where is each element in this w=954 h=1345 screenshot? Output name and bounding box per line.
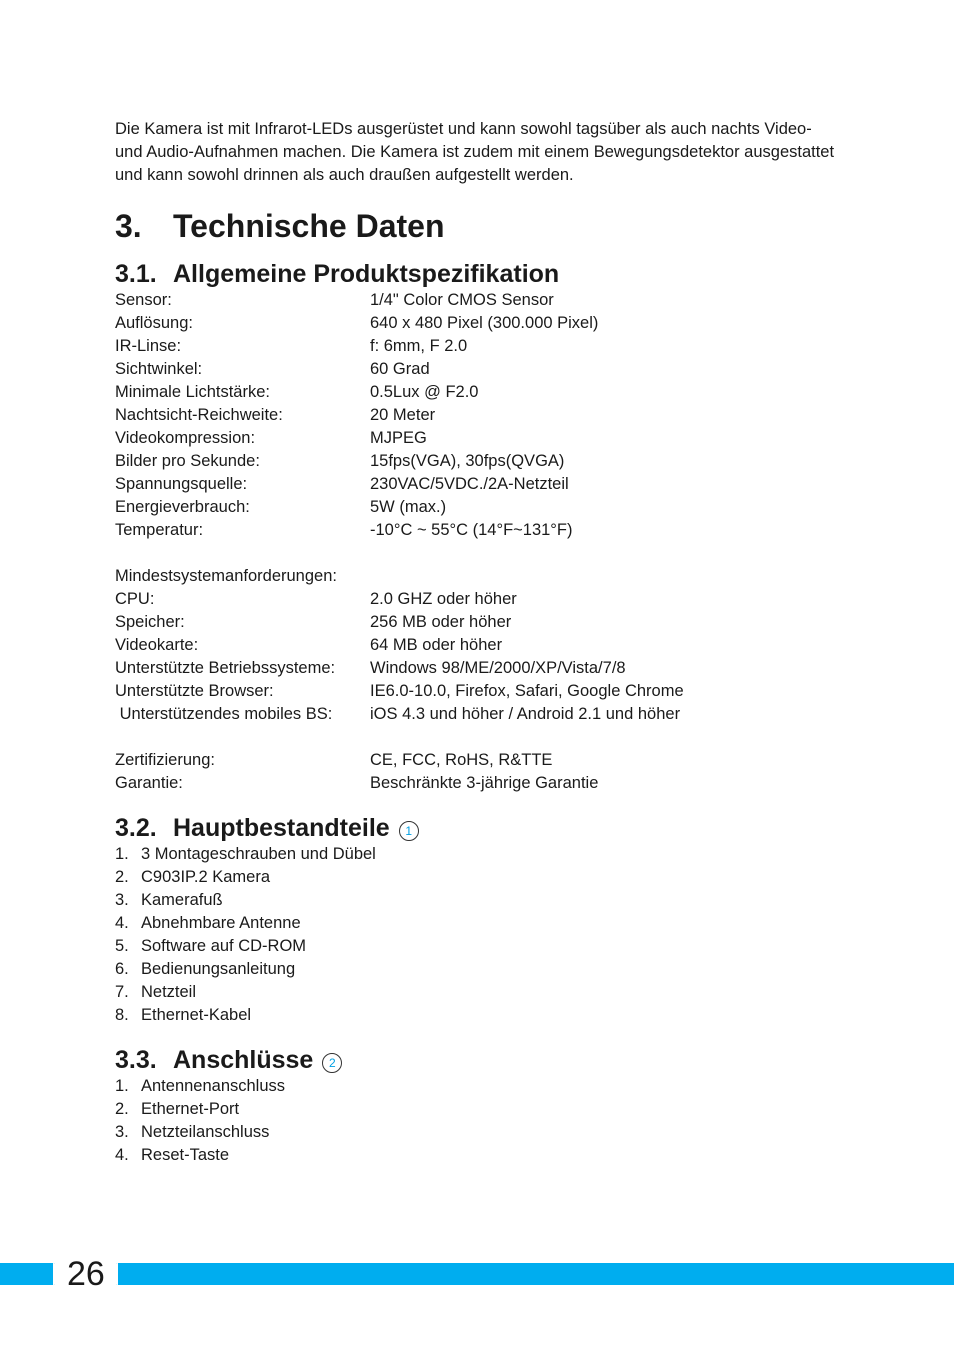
parts-heading bbox=[115, 813, 835, 843]
list-item-text: Bedienungsanleitung bbox=[141, 960, 296, 978]
spec-value: 60 Grad bbox=[370, 360, 430, 378]
spec-value: IE6.0-10.0, Firefox, Safari, Google Chrome bbox=[370, 682, 684, 700]
spec-row bbox=[115, 381, 835, 404]
spec-number: 3.1. bbox=[115, 260, 157, 288]
spec-title: Allgemeine Produktspezifikation bbox=[173, 260, 560, 288]
ports-heading bbox=[115, 1045, 835, 1075]
spec-label: Videokarte: bbox=[115, 636, 199, 654]
list-item-text: Kamerafuß bbox=[141, 891, 223, 909]
spec-heading bbox=[115, 259, 835, 289]
list-item-number: 2. bbox=[115, 868, 129, 886]
list-item-number: 3. bbox=[115, 1123, 129, 1141]
footer-bracket-right bbox=[110, 1263, 118, 1285]
spec-label: Spannungsquelle: bbox=[115, 475, 248, 493]
list-item bbox=[115, 1004, 835, 1027]
spec-row bbox=[115, 657, 835, 680]
intro-paragraph: Die Kamera ist mit Infrarot-LEDs ausgerüstet und kann sowohl tagsüber als auch nachts Video- und Audio-Aufnahmen machen. Die Kamera ist zudem mit einem Bewegungsdetektor ausgestattet und kann sowohl drinnen als auch draußen aufgestellt werden. bbox=[115, 120, 835, 184]
list-item bbox=[115, 1075, 835, 1098]
list-item-text: 3 Montageschrauben und Dübel bbox=[141, 845, 376, 863]
spec-label: Bilder pro Sekunde: bbox=[115, 452, 260, 470]
section-title: Technische Daten bbox=[173, 208, 445, 244]
spec-label: Sichtwinkel: bbox=[115, 360, 203, 378]
parts-title: Hauptbestandteile bbox=[173, 814, 390, 842]
spec-row bbox=[115, 404, 835, 427]
spec-value: Beschränkte 3-jährige Garantie bbox=[370, 774, 599, 792]
spec-label: Garantie: bbox=[115, 774, 183, 792]
spec-row bbox=[115, 427, 835, 450]
list-item-text: C903IP.2 Kamera bbox=[141, 868, 271, 886]
footer-bracket-left bbox=[53, 1263, 61, 1285]
spec-row bbox=[115, 588, 835, 611]
spec-row bbox=[115, 289, 835, 312]
list-item bbox=[115, 958, 835, 981]
parts-number: 3.2. bbox=[115, 814, 157, 842]
spec-row bbox=[115, 335, 835, 358]
list-item-number: 1. bbox=[115, 1077, 129, 1095]
ports-list bbox=[115, 1075, 835, 1167]
spec-value: 230VAC/5VDC./2A-Netzteil bbox=[370, 475, 569, 493]
spec-value: 1/4" Color CMOS Sensor bbox=[370, 291, 554, 309]
spec-value: 20 Meter bbox=[370, 406, 436, 424]
spec-label: Energieverbrauch: bbox=[115, 498, 250, 516]
spec-label: Temperatur: bbox=[115, 521, 204, 539]
list-item bbox=[115, 1144, 835, 1167]
spec-value: f: 6mm, F 2.0 bbox=[370, 337, 468, 355]
parts-section bbox=[115, 813, 835, 1027]
spec-value: 0.5Lux @ F2.0 bbox=[370, 383, 479, 401]
list-item-number: 7. bbox=[115, 983, 129, 1001]
spec-row bbox=[115, 749, 835, 772]
list-item-number: 5. bbox=[115, 937, 129, 955]
list-item-text: Ethernet-Kabel bbox=[141, 1006, 252, 1024]
list-item-text: Abnehmbare Antenne bbox=[141, 914, 301, 932]
list-item bbox=[115, 1121, 835, 1144]
spec-table bbox=[115, 289, 835, 795]
spec-row bbox=[115, 680, 835, 703]
spec-row bbox=[115, 358, 835, 381]
list-item-number: 4. bbox=[115, 914, 129, 932]
list-item-number: 3. bbox=[115, 891, 129, 909]
section-heading bbox=[115, 207, 835, 245]
list-item bbox=[115, 935, 835, 958]
spec-label: Nachtsicht-Reichweite: bbox=[115, 406, 283, 424]
spec-value: CE, FCC, RoHS, R&TTE bbox=[370, 751, 553, 769]
spec-value: Windows 98/ME/2000/XP/Vista/7/8 bbox=[370, 659, 626, 677]
footer-bar-left bbox=[0, 1263, 55, 1285]
spec-label: Sensor: bbox=[115, 291, 172, 309]
spec-value: MJPEG bbox=[370, 429, 427, 447]
figure-ref-badge: 1 bbox=[399, 821, 419, 841]
spec-label: Unterstützendes mobiles BS: bbox=[115, 705, 333, 723]
spec-row bbox=[115, 496, 835, 519]
spec-label: Speicher: bbox=[115, 613, 185, 631]
list-item-text: Ethernet-Port bbox=[141, 1100, 240, 1118]
page-number: 26 bbox=[67, 1255, 105, 1293]
spec-value: 2.0 GHZ oder höher bbox=[370, 590, 517, 608]
section-number: 3. bbox=[115, 208, 142, 244]
list-item bbox=[115, 889, 835, 912]
list-item bbox=[115, 912, 835, 935]
ports-section bbox=[115, 1045, 835, 1167]
spec-label: Auflösung: bbox=[115, 314, 193, 332]
spec-label: Videokompression: bbox=[115, 429, 256, 447]
spec-row bbox=[115, 312, 835, 335]
spec-section bbox=[115, 259, 835, 795]
spec-label: Minimale Lichtstärke: bbox=[115, 383, 270, 401]
spec-row bbox=[115, 634, 835, 657]
spec-label: IR-Linse: bbox=[115, 337, 182, 355]
spec-row bbox=[115, 703, 835, 726]
spec-row bbox=[115, 473, 835, 496]
sys-requirements-heading: Mindestsystemanforderungen: bbox=[115, 567, 337, 585]
list-item-text: Netzteil bbox=[141, 983, 197, 1001]
spec-value: iOS 4.3 und höher / Android 2.1 und höher bbox=[370, 705, 681, 723]
footer-bar-right bbox=[116, 1263, 954, 1285]
list-item bbox=[115, 843, 835, 866]
spec-value: 256 MB oder höher bbox=[370, 613, 512, 631]
list-item bbox=[115, 1098, 835, 1121]
spec-label: CPU: bbox=[115, 590, 155, 608]
spec-row bbox=[115, 611, 835, 634]
list-item bbox=[115, 981, 835, 1004]
spec-value: 5W (max.) bbox=[370, 498, 447, 516]
list-item-number: 2. bbox=[115, 1100, 129, 1118]
list-item-number: 1. bbox=[115, 845, 129, 863]
list-item-text: Reset-Taste bbox=[141, 1146, 230, 1164]
spec-value: 640 x 480 Pixel (300.000 Pixel) bbox=[370, 314, 599, 332]
ports-title: Anschlüsse bbox=[173, 1046, 314, 1074]
spec-label: Unterstützte Betriebssysteme: bbox=[115, 659, 336, 677]
list-item-number: 6. bbox=[115, 960, 129, 978]
list-item bbox=[115, 866, 835, 889]
list-item-text: Software auf CD-ROM bbox=[141, 937, 307, 955]
spec-value: 15fps(VGA), 30fps(QVGA) bbox=[370, 452, 565, 470]
list-item-number: 4. bbox=[115, 1146, 129, 1164]
page-content bbox=[115, 118, 835, 1167]
spec-row bbox=[115, 519, 835, 542]
spec-row bbox=[115, 450, 835, 473]
spec-row bbox=[115, 772, 835, 795]
figure-ref-badge: 2 bbox=[322, 1053, 342, 1073]
ports-number: 3.3. bbox=[115, 1046, 157, 1074]
spec-value: 64 MB oder höher bbox=[370, 636, 503, 654]
list-item-text: Netzteilanschluss bbox=[141, 1123, 270, 1141]
list-item-text: Antennenanschluss bbox=[141, 1077, 286, 1095]
parts-list bbox=[115, 843, 835, 1027]
spec-label: Unterstützte Browser: bbox=[115, 682, 274, 700]
spec-value: -10°C ~ 55°C (14°F~131°F) bbox=[370, 521, 573, 539]
spec-label: Zertifizierung: bbox=[115, 751, 215, 769]
list-item-number: 8. bbox=[115, 1006, 129, 1024]
